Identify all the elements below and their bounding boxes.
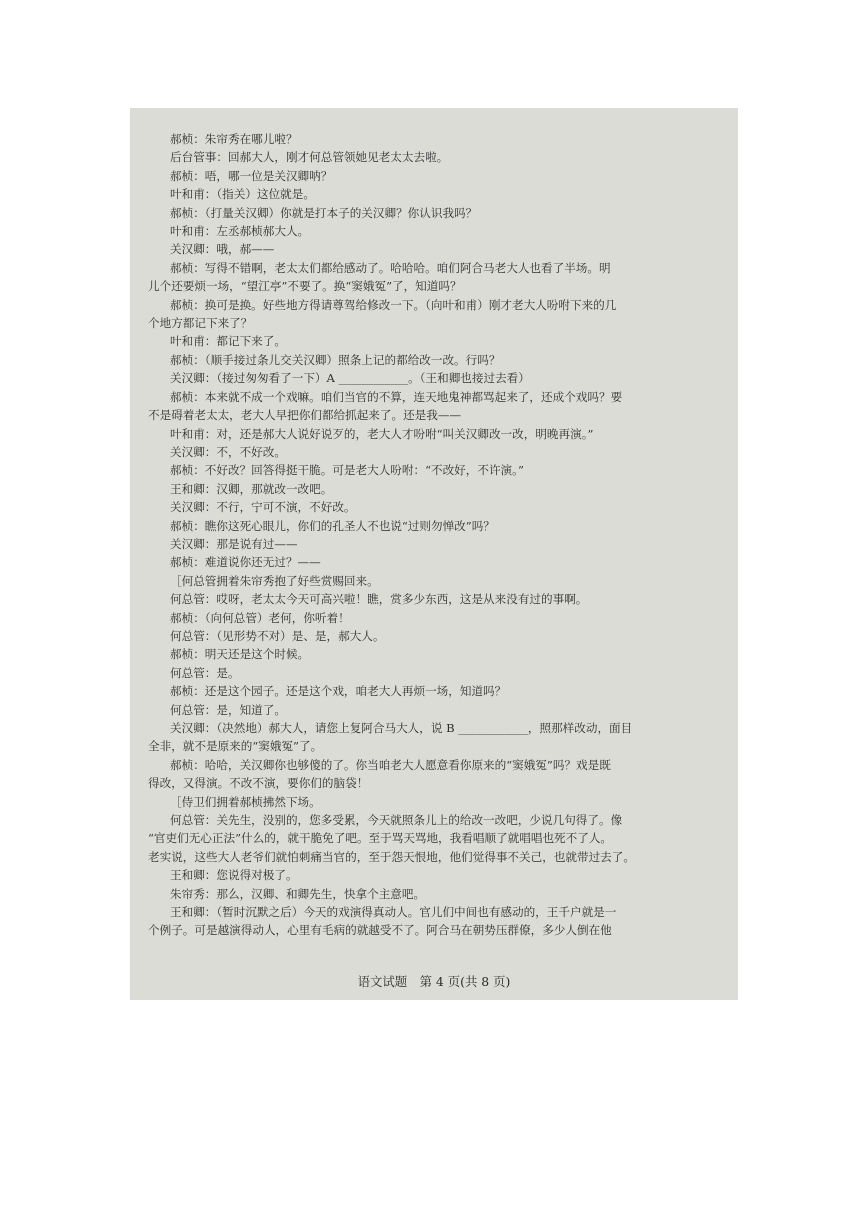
text-line: 何总管：（见形势不对）是、是，郝大人。 (170, 628, 385, 643)
text-line: 王和卿：汉卿，那就改一改吧。 (170, 481, 333, 496)
text-line: 何总管：是。 (170, 665, 240, 680)
text-line: 朱帘秀：那么，汉卿、和卿先生，快拿个主意吧。 (170, 886, 426, 901)
text-line: 何总管：哎呀，老太太今天可高兴啦！瞧，赏多少东西，这是从来没有过的事啊。 (170, 592, 588, 607)
text-line: 王和卿：（暂时沉默之后）今天的戏演得真动人。官儿们中间也有感动的，王千户就是一 (170, 905, 617, 920)
text-line: 郝桢：还是这个园子。还是这个戏，咱老大人再烦一场，知道吗？ (170, 684, 507, 699)
text-line: “官吏们无心正法”什么的，就干脆免了吧。至于骂天骂地，我看唱顺了就唱唱也死不了人。 (148, 831, 613, 846)
text-line: 郝桢：写得不错啊，老太太们都给感动了。哈哈哈。咱们阿合马老大人也看了半场。明 (170, 260, 611, 275)
text-line: 叶和甫：（指关）这位就是。 (170, 187, 315, 202)
text-line: 叶和甫：都记下来了。 (170, 334, 286, 349)
text-line: 不是碍着老太太，老大人早把你们都给抓起来了。还是我—— (148, 408, 462, 423)
text-line: 郝桢：难道说你还无过？—— (170, 555, 321, 570)
text-line: 关汉卿：那是说有过—— (170, 536, 298, 551)
script-text (148, 130, 720, 940)
text-line: 郝桢：朱帘秀在哪儿啦？ (170, 132, 298, 146)
text-line: 关汉卿：不，不好改。 (170, 444, 286, 459)
text-line: 全非，就不是原来的“窦娥冤”了。 (148, 739, 323, 754)
text-line: 郝桢：明天还是这个时候。 (170, 647, 310, 662)
page-footer: 语文试题 第 4 页(共 8 页) (357, 974, 511, 989)
text-line: 得改，又得演。不改不演，要你们的脑袋！ (148, 776, 369, 791)
text-line: 郝桢：不好改？回答得挺干脆。可是老大人吩咐：“不改好，不许演。” (170, 463, 524, 478)
text-line: 郝桢：本来就不成一个戏嘛。咱们当官的不算，连天地鬼神都骂起来了，还成个戏吗？要 (170, 389, 623, 404)
text-line: 儿个还要烦一场，“望江亭”不要了。换“窦娥冤”了，知道吗？ (148, 279, 462, 294)
text-line: 郝桢：唔，哪一位是关汉卿呐？ (170, 168, 333, 183)
text-line: 郝桢：（向何总管）老何，你听着！ (170, 610, 350, 625)
text-line: 关汉卿：（接过匆匆看了一下）A ____________。（王和卿也接过去看） (170, 371, 530, 386)
text-line: 郝桢：（打量关汉卿）你就是打本子的关汉卿？你认识我吗？ (170, 205, 478, 220)
text-line: ［侍卫们拥着郝桢拂然下场。 (170, 794, 321, 809)
text-line: 王和卿：您说得对极了。 (170, 868, 298, 883)
text-line: 何总管：关先生，没别的，您多受累，今天就照条儿上的给改一改吧，少说几句得了。像 (170, 813, 623, 828)
text-line: 后台管事：回郝大人，刚才何总管领她见老太太去啦。 (170, 150, 449, 165)
text-line: 叶和甫：对，还是郝大人说好说歹的，老大人才吩咐“叫关汉卿改一改，明晚再演。” (170, 426, 594, 441)
text-line: 郝桢：（顺手接过条儿交关汉卿）照条上记的都给改一改。行吗？ (170, 352, 501, 367)
text-line: 叶和甫：左丞郝桢郝大人。 (170, 224, 310, 239)
text-line: 老实说，这些大人老爷们就怕刺痛当官的，至于怨天恨地，他们觉得事不关己，也就带过去了。 (148, 849, 635, 864)
text-line: 关汉卿：不行，宁可不演，不好改。 (170, 500, 356, 515)
exam-page (130, 108, 738, 1000)
text-line: 郝桢：换可是换。好些地方得请尊驾给修改一下。（向叶和甫）刚才老大人吩咐下来的几 (170, 297, 617, 312)
text-line: 关汉卿：（决然地）郝大人，请您上复阿合马大人，说 B ____________，照那样改动，面目 (170, 721, 633, 735)
text-line: 个地方都记下来了？ (148, 316, 253, 331)
text-line: ［何总管拥着朱帘秀抱了好些赏赐回来。 (170, 573, 379, 588)
text-line: 个例子。可是越演得动人，心里有毛病的就越受不了。阿合马在朝势压群僚，多少人倒在他 (148, 923, 612, 938)
text-line: 何总管：是，知道了。 (170, 702, 286, 717)
text-line: 郝桢：哈哈，关汉卿你也够傻的了。你当咱老大人愿意看你原来的“窦娥冤”吗？戏是既 (170, 757, 611, 772)
text-line: 郝桢：瞧你这死心眼儿，你们的孔圣人不也说“过则勿惮改”吗？ (170, 518, 495, 533)
text-line: 关汉卿：哦，郝—— (170, 242, 275, 257)
